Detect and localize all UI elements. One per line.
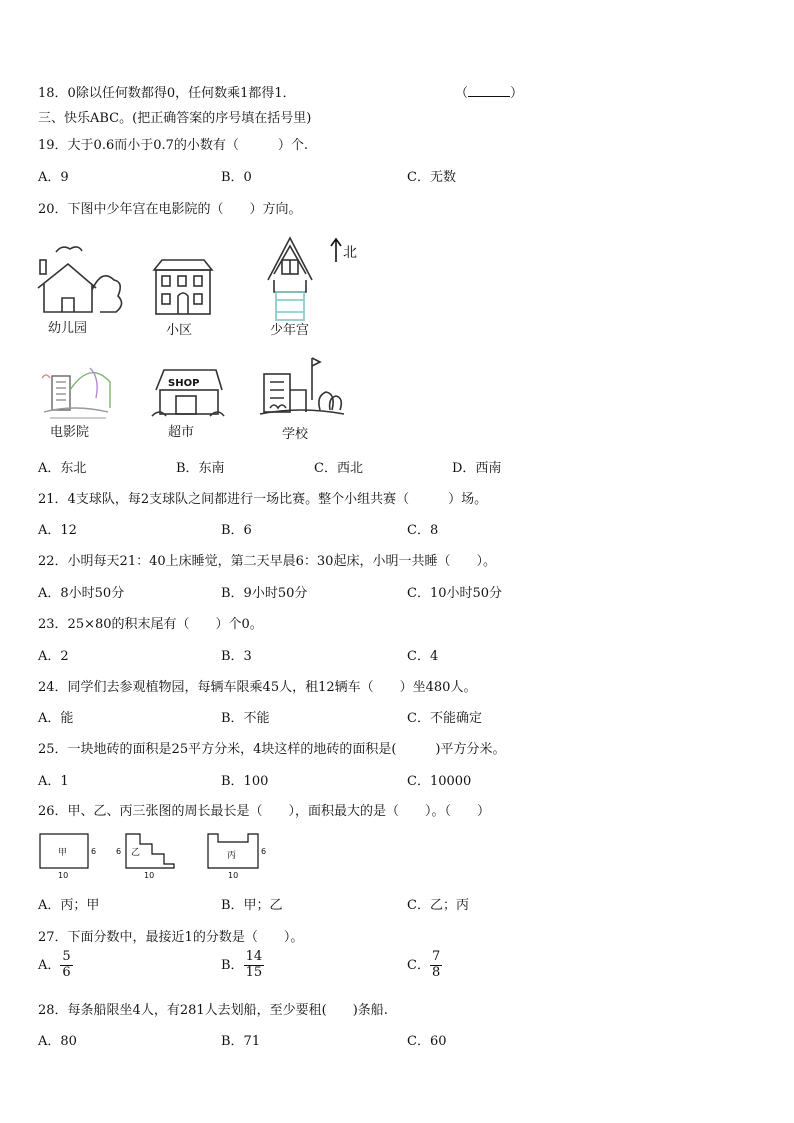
place-label-kindergarten: 幼儿园	[48, 321, 88, 336]
residential-icon	[154, 260, 212, 314]
perimeter-figures	[34, 828, 284, 884]
svg-text:丙: 丙	[227, 851, 237, 861]
question-18	[38, 82, 296, 101]
option-22-a[interactable]: A．8小时50分	[38, 586, 125, 601]
svg-text:乙: 乙	[131, 848, 141, 858]
option-23-b[interactable]: B．3	[221, 649, 252, 664]
option-24-b[interactable]: B．不能	[221, 711, 270, 726]
option-19-c[interactable]: C．无数	[407, 170, 456, 185]
cinema-icon	[42, 368, 110, 418]
option-28-b[interactable]: B．71	[221, 1034, 261, 1049]
svg-text:6: 6	[261, 847, 267, 856]
option-21-b[interactable]: B．6	[221, 523, 252, 538]
section-title: 三、快乐ABC。(把正确答案的序号填在括号里)	[38, 111, 312, 126]
option-25-b[interactable]: B．100	[221, 774, 269, 789]
option-20-c[interactable]: C．西北	[314, 461, 363, 476]
fraction: $\frac{7}{8}$	[431, 949, 441, 980]
svg-text:10: 10	[58, 871, 69, 880]
north-arrow-icon	[331, 239, 341, 262]
option-25-c[interactable]: C．10000	[407, 774, 472, 789]
option-19-b[interactable]: B．0	[221, 170, 252, 185]
option-27-c[interactable]: C． $\frac{7}{8}$	[407, 949, 441, 980]
question-22: 22．小明每天21：40上床睡觉，第二天早晨6：30起床，小明一共睡（ ）。	[38, 554, 496, 569]
option-21-c[interactable]: C．8	[407, 523, 439, 538]
shop-sign: SHOP	[168, 378, 200, 389]
option-22-b[interactable]: B．9小时50分	[221, 586, 308, 601]
option-26-a[interactable]: A．丙；甲	[38, 898, 100, 913]
figure-jia	[40, 834, 96, 880]
answer-blank[interactable]	[468, 86, 510, 97]
answer-paren-18[interactable]: （ ）	[455, 86, 524, 101]
option-21-a[interactable]: A．12	[38, 523, 77, 538]
option-26-b[interactable]: B．甲；乙	[221, 898, 283, 913]
option-24-a[interactable]: A．能	[38, 711, 74, 726]
school-icon	[260, 358, 344, 414]
svg-text:甲: 甲	[58, 848, 68, 858]
option-25-a[interactable]: A．1	[38, 774, 69, 789]
question-25: 25．一块地砖的面积是25平方分米，4块这样的地砖的面积是( )平方分米。	[38, 742, 506, 757]
question-19: 19．大于0.6而小于0.7的小数有（ ）个.	[38, 138, 309, 153]
place-label-school: 学校	[282, 427, 309, 442]
question-26: 26．甲、乙、丙三张图的周长最长是（ ），面积最大的是（ ）。（ ）	[38, 804, 491, 819]
option-27-b[interactable]: B． $\frac{14}{15}$	[221, 949, 263, 980]
option-23-c[interactable]: C．4	[407, 649, 439, 664]
question-28: 28．每条船限坐4人，有281人去划船，至少要租( )条船.	[38, 1003, 388, 1018]
supermarket-icon	[152, 370, 224, 416]
map-figure	[30, 230, 370, 450]
youth-palace-icon	[268, 238, 312, 320]
question-20: 20．下图中少年宫在电影院的（ ）方向。	[38, 202, 302, 217]
option-20-b[interactable]: B．东南	[176, 461, 225, 476]
question-27: 27．下面分数中，最接近1的分数是（ ）。	[38, 930, 304, 945]
figure-bing	[208, 834, 266, 880]
option-27-a[interactable]: A． $\frac{5}{6}$	[38, 949, 71, 980]
option-19-a[interactable]: A．9	[38, 170, 69, 185]
svg-text:10: 10	[144, 871, 155, 880]
option-24-c[interactable]: C．不能确定	[407, 711, 482, 726]
svg-text:6: 6	[116, 847, 122, 856]
kindergarten-icon	[38, 247, 122, 312]
question-24: 24．同学们去参观植物园，每辆车限乘45人，租12辆车（ ）坐480人。	[38, 680, 477, 695]
place-label-cinema: 电影院	[50, 425, 90, 440]
svg-text:10: 10	[228, 871, 239, 880]
fraction: $\frac{5}{6}$	[62, 949, 71, 980]
place-label-residential: 小区	[166, 323, 193, 338]
fraction: $\frac{14}{15}$	[245, 949, 263, 980]
figure-yi	[116, 834, 174, 880]
question-21: 21．4支球队，每2支球队之间都进行一场比赛。整个小组共赛（ ）场。	[38, 492, 488, 507]
option-23-a[interactable]: A．2	[38, 649, 69, 664]
option-22-c[interactable]: C．10小时50分	[407, 586, 503, 601]
option-20-a[interactable]: A．东北	[38, 461, 87, 476]
place-label-supermarket: 超市	[168, 425, 195, 440]
question-23: 23．25×80的积末尾有（ ）个0。	[38, 617, 263, 632]
question-18-text: 18．0除以任何数都得0，任何数乘1都得1．	[38, 86, 296, 101]
option-28-a[interactable]: A．80	[38, 1034, 77, 1049]
option-28-c[interactable]: C．60	[407, 1034, 447, 1049]
place-label-youth-palace: 少年宫	[270, 323, 310, 338]
svg-text:6: 6	[91, 847, 97, 856]
north-label: 北	[343, 245, 357, 261]
option-26-c[interactable]: C．乙；丙	[407, 898, 469, 913]
option-20-d[interactable]: D．西南	[452, 461, 502, 476]
